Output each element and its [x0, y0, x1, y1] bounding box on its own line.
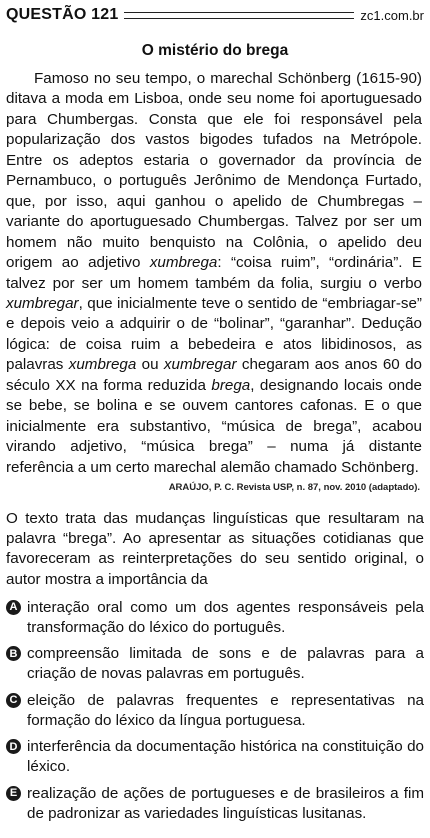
option-a[interactable] — [6, 598, 424, 638]
option-e-letter-badge: E — [6, 786, 21, 801]
question-header — [6, 2, 424, 28]
passage-text-3: , que inicialmente teve o sentido de “embriagar-se” e depois veio a adquirir o de “bolinar”, “garanhar”. Dedução lógica: de coisa ruim a bebedeira e atos libidinosos, as palavras — [6, 294, 422, 374]
passage-text-1: Famoso no seu tempo, o marechal Schönberg (1615-90) ditava a moda em Lisboa, onde seu nome foi aportuguesado para Chumbergas. Consta que ele foi responsável pela popularização dos vastos bigodes tufados na Metrópole. Entre os adeptos estaria o governador da província de Pernambuco, o português Jerônimo de Mendonça Furtado, que, por isso, aqui ganhou o apelido de Chumbregas – variante do aportuguesado Chumbergas. Talvez por ser um homem não muito benquisto na Colônia, o apelido deu origem ao adjetivo — [6, 70, 422, 272]
passage-term-xumbrega: xumbrega — [149, 254, 218, 272]
option-d-letter-badge: D — [6, 739, 21, 754]
passage-term-xumbrega-2: xumbrega — [68, 356, 137, 374]
question-stem: O texto trata das mudanças linguísticas que resultaram na palavra “brega”. Ao apresentar as situações cotidianas que favoreceram as reinterpretações do seu sentido original, o autor mostra a importância da — [6, 510, 424, 588]
passage-term-xumbregar-2: xumbregar — [163, 356, 237, 374]
option-d-text: interferência da documentação histórica na constituição do léxico. — [27, 738, 424, 776]
question-page — [0, 2, 430, 838]
question-number: QUESTÃO 121 — [6, 6, 119, 23]
option-c-text: eleição de palavras frequentes e representativas na formação do léxico da língua portuguesa. — [27, 691, 424, 729]
passage-text-2: : “coisa ruim”, “ordinária”. E talvez por ser um homem também da folia, surgiu o verbo — [6, 254, 422, 292]
site-label: zc1.com.br — [360, 7, 424, 23]
header-double-rule — [124, 12, 354, 19]
article-title: O mistério do brega — [141, 42, 289, 59]
passage-text-4: ou — [136, 356, 164, 374]
option-b[interactable] — [6, 644, 424, 684]
option-d[interactable] — [6, 737, 424, 777]
option-c[interactable] — [6, 691, 424, 731]
option-e[interactable] — [6, 784, 424, 824]
option-a-text: interação oral como um dos agentes responsáveis pela transformação do léxico do português. — [27, 598, 424, 637]
option-e-text: realização de ações de portugueses e de brasileiros a fim de padronizar as variedades linguísticas lusitanas. — [27, 784, 424, 822]
option-b-text: compreensão limitada de sons e de palavras para a criação de novas palavras em português. — [27, 645, 424, 683]
passage-text-5: chegaram aos anos 60 do século XX na forma reduzida — [6, 356, 422, 394]
answer-options — [6, 598, 424, 824]
article-passage — [6, 69, 424, 478]
option-b-letter-badge: B — [6, 646, 21, 661]
passage-term-xumbregar: xumbregar — [6, 294, 79, 312]
option-c-letter-badge: C — [6, 693, 21, 708]
article-source: ARAÚJO, P. C. Revista USP, n. 87, nov. 2010 (adaptado). — [168, 482, 420, 494]
passage-text-6: , designando locais onde se bebe, se bolina e se ouvem cantores cafonas. E o que inicialmente era substantivo, “música de brega”, acabou virando adjetivo, “música brega” – numa já distante referência a um certo marechal alemão chamado Schönberg. — [6, 376, 422, 476]
option-a-letter-badge: A — [6, 600, 21, 615]
passage-term-brega: brega — [211, 376, 251, 394]
